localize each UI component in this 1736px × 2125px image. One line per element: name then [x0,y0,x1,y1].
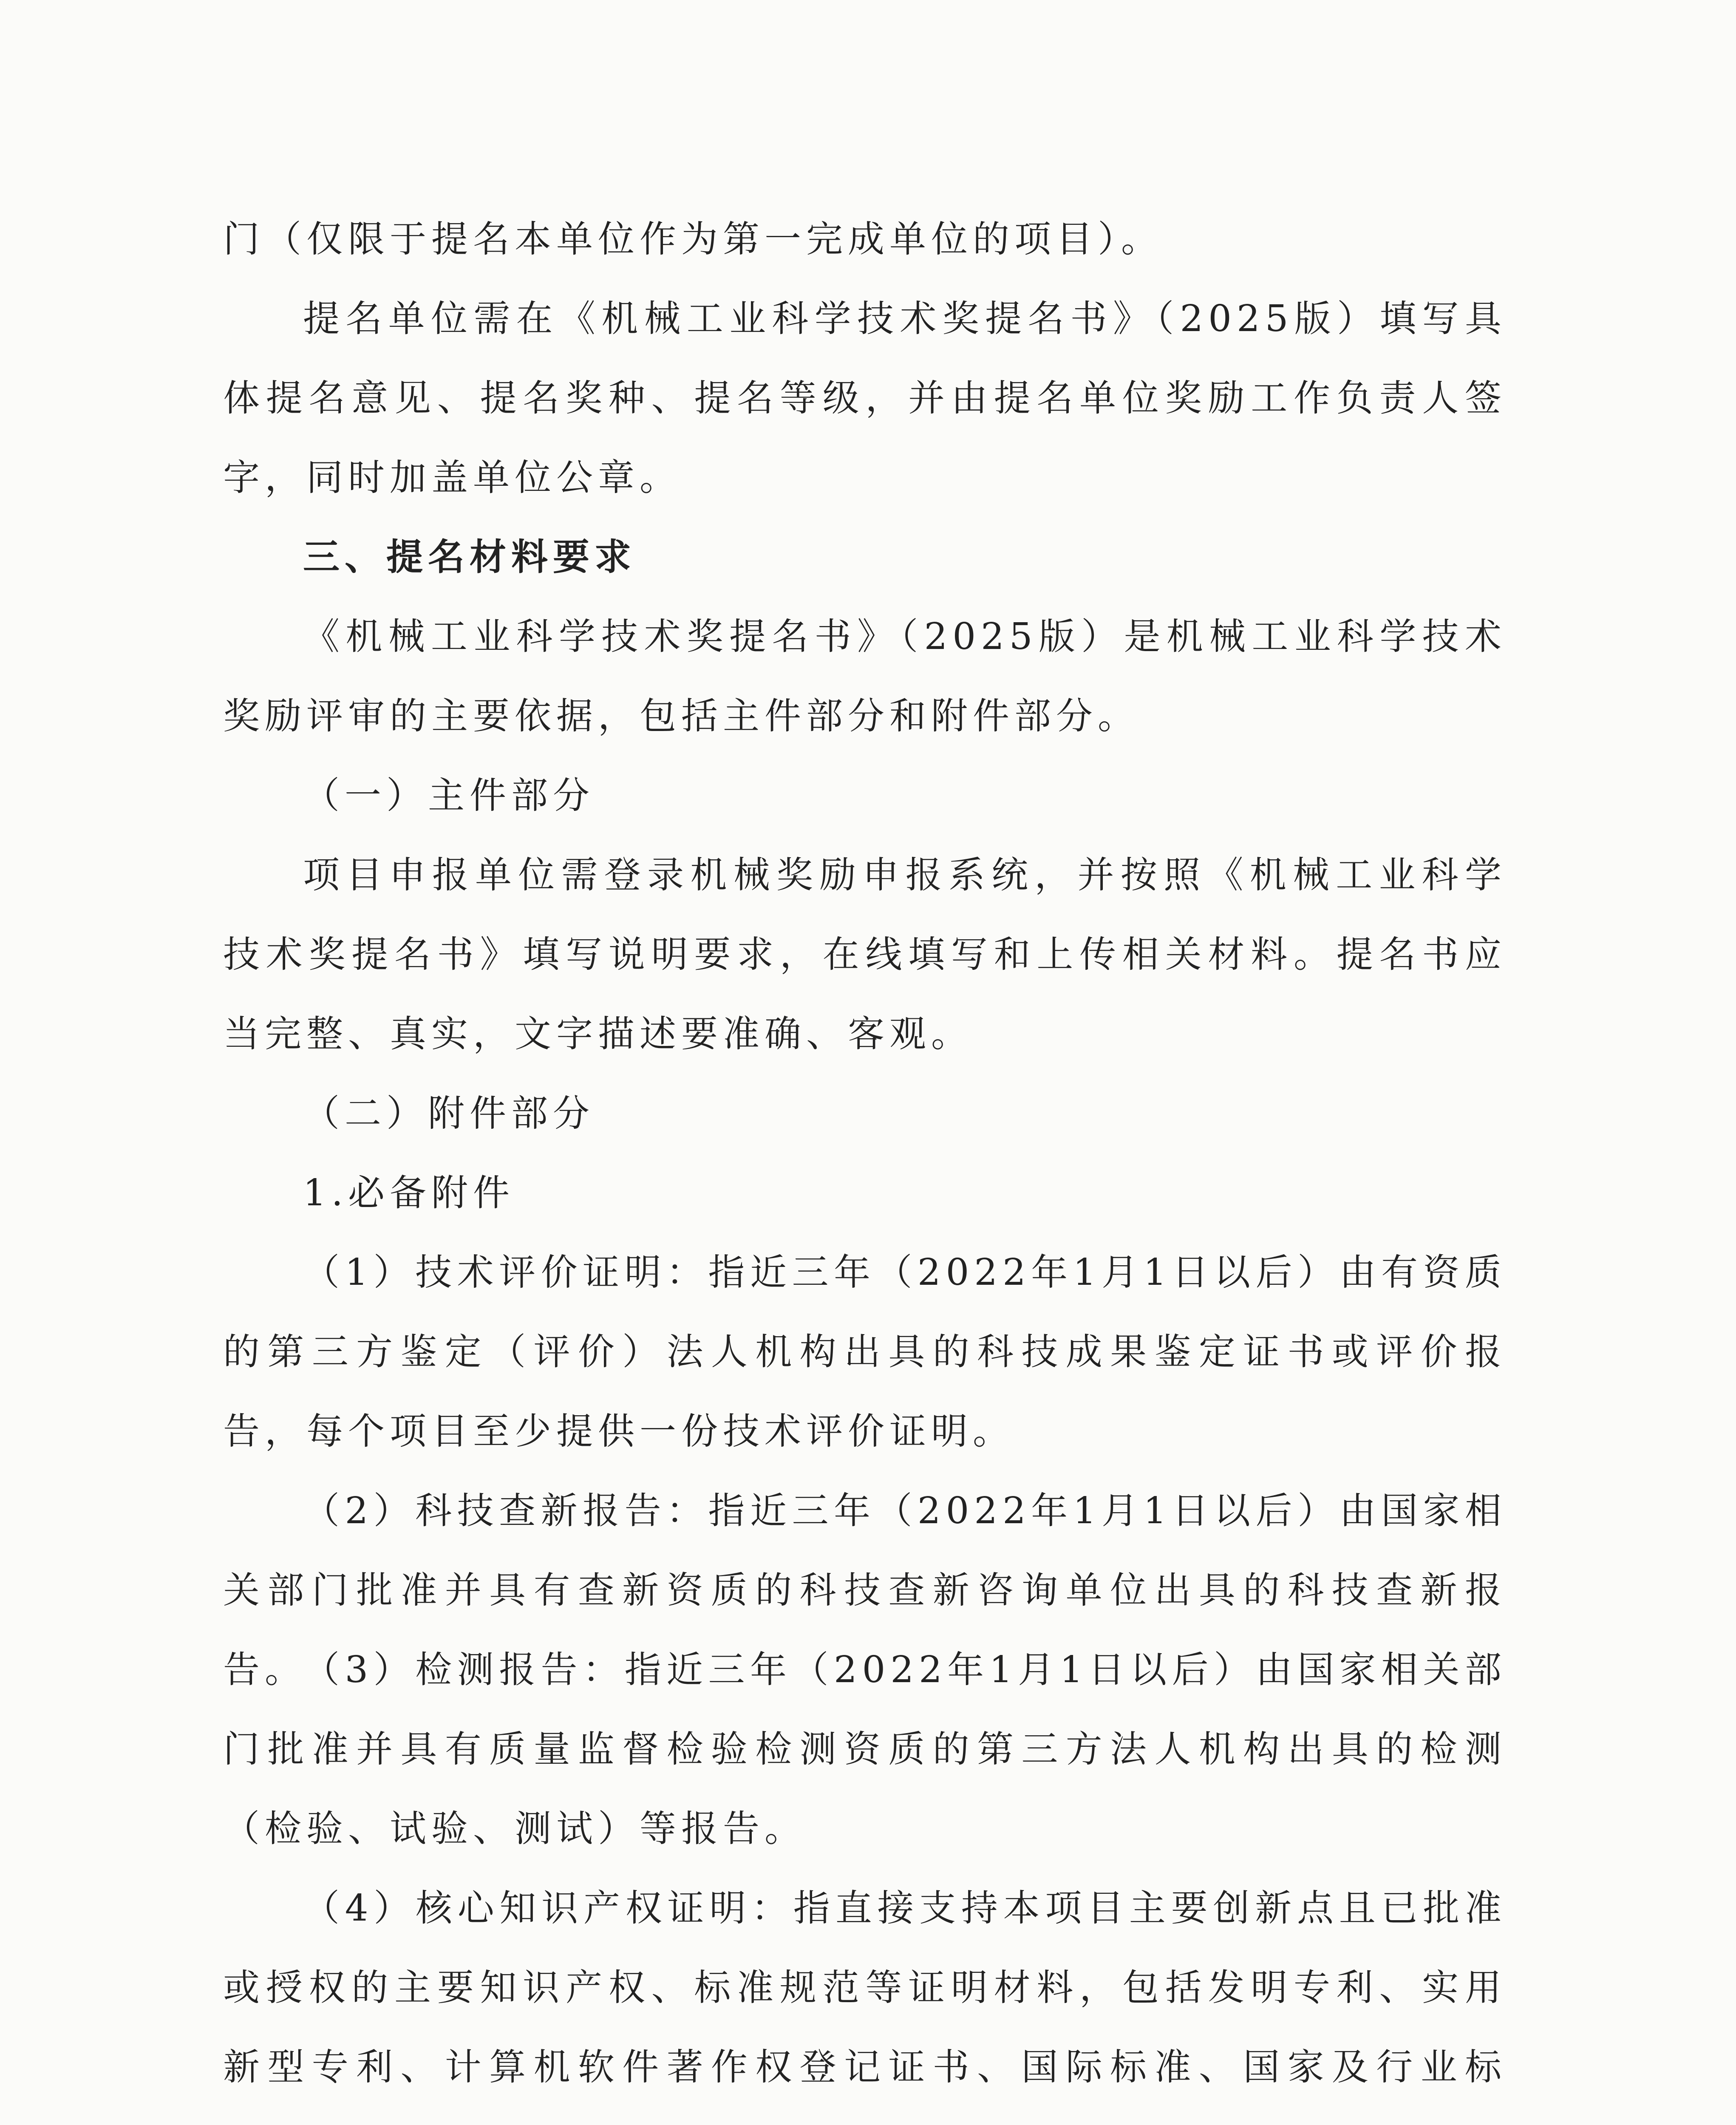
paragraph-nomination-book: 《机械工业科学技术奖提名书》（2025版）是机械工业科学技术奖励评审的主要依据，包括主件部分和附件部分。 [223,615,1507,737]
subheading-main-part: （一）主件部分 [303,774,595,817]
item-test-report: （3）检测报告：指近三年（2022年1月1日以后）由国家相关部门批准并具有质量监督检验检测资质的第三方法人机构出具的检测（检验、试验、测试）等报告。 [223,1649,1507,1850]
item-novelty-search-report: （2）科技查新报告：指近三年（2022年1月1日以后）由国家相关部门批准并具有查新资质的科技查新咨询单位出具的科技查新报告。 [223,1490,1507,1691]
paragraph-nomination-opinion: 提名单位需在《机械工业科学技术奖提名书》（2025版）填写具体提名意见、提名奖种、提名等级，并由提名单位奖励工作负责人签字，同时加盖单位公章。 [223,298,1507,499]
paragraph-continuation: 门（仅限于提名本单位作为第一完成单位的项目）。 [223,218,1163,261]
item-technical-evaluation: （1）技术评价证明：指近三年（2022年1月1日以后）由有资质的第三方鉴定（评价）法人机构出具的科技成果鉴定证书或评价报告，每个项目至少提供一份技术评价证明。 [223,1251,1507,1453]
paragraph-main-part: 项目申报单位需登录机械奖励申报系统，并按照《机械工业科学技术奖提名书》填写说明要求，在线填写和上传相关材料。提名书应当完整、真实，文字描述要准确、客观。 [223,854,1507,1055]
subheading-required-attachments: 1.必备附件 [303,1172,515,1214]
subheading-attachments: （二）附件部分 [303,1092,595,1135]
item-core-ip-proof: （4）核心知识产权证明：指直接支持本项目主要创新点且已批准或授权的主要知识产权、标准规范等证明材料，包括发明专利、实用新型专利、计算机软件著作权登记证书、国际标准、国家及行业标 [223,1887,1507,2088]
section-heading-materials: 三、提名材料要求 [303,536,636,578]
